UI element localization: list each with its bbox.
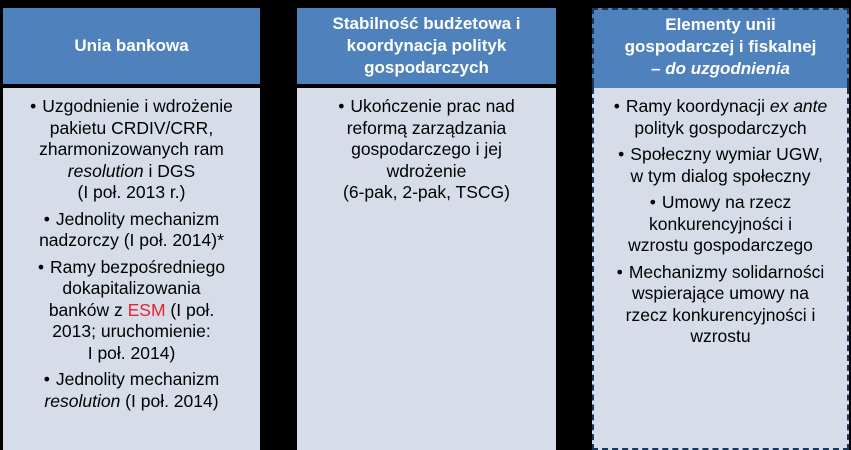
item-text: wdrożenie — [386, 160, 467, 181]
list-item — [13, 369, 250, 412]
bullet-icon: • — [616, 261, 623, 282]
column-header-line: Stabilność budżetowa i — [332, 14, 521, 33]
item-text: Społeczny wymiar UGW, — [630, 144, 823, 164]
item-text: rzecz konkurencyjności i — [625, 304, 816, 325]
column-header — [3, 8, 260, 84]
item-text: Uzgodnienie i wdrożenie — [42, 96, 233, 116]
item-text: polityk gospodarczych — [634, 117, 807, 138]
column-header-line: gospodarczych — [364, 58, 489, 77]
bullet-icon: • — [613, 96, 620, 116]
item-text: 2013; uruchomienie: — [52, 321, 211, 341]
item-text: Umowy na rzecz — [661, 192, 792, 212]
item-text: pakietu CRDIV/CRR, — [49, 117, 214, 138]
bullet-icon: • — [618, 144, 625, 164]
bullet-icon: • — [338, 96, 345, 116]
item-text: ex ante — [769, 96, 828, 116]
bullet-icon: • — [649, 192, 656, 212]
column-header-line: gospodarczej i fiskalnej — [624, 37, 817, 56]
list-item — [604, 192, 837, 257]
bullet-list — [307, 96, 546, 204]
column-header — [297, 8, 556, 84]
item-text: wzrostu — [690, 326, 751, 346]
item-text: Jednolity mechanizm — [55, 369, 220, 389]
item-text: I poł. 2014) — [87, 342, 176, 363]
item-text: wspierające umowy na — [631, 283, 810, 303]
item-text: (I poł. — [165, 299, 215, 320]
list-item — [13, 96, 250, 204]
column-body — [297, 88, 556, 450]
column-body — [592, 88, 849, 450]
item-text: Jednolity mechanizm — [55, 208, 220, 229]
item-text: konkurencyjności i — [649, 213, 792, 234]
item-text: dokapitalizowania — [62, 278, 201, 298]
item-text: Ukończenie prac nad — [350, 96, 515, 116]
item-text: reformą zarządzania — [346, 117, 507, 138]
item-text: zharmonizowanych ram — [39, 139, 224, 159]
item-text: banków z — [48, 299, 128, 320]
item-text: nadzorczy (I poł. 2014)* — [39, 230, 224, 250]
item-text: gospodarczego i jej — [351, 139, 502, 159]
item-text: (6-pak, 2-pak, TSCG) — [343, 182, 510, 202]
item-text: (I poł. 2013 r.) — [77, 182, 186, 202]
column-header-line: koordynacja polityk — [346, 36, 507, 55]
item-text: resolution — [67, 160, 144, 181]
column-banking-union — [3, 8, 260, 450]
item-text: wzrostu gospodarczego — [628, 235, 813, 255]
list-item — [604, 96, 837, 139]
item-text: Ramy bezpośredniego — [50, 256, 226, 277]
column-budget-stability — [297, 8, 556, 450]
bullet-icon: • — [43, 369, 50, 389]
bullet-list — [604, 96, 837, 348]
column-header — [592, 8, 849, 84]
bullet-icon: • — [30, 96, 37, 116]
column-header-line: Elementy unii — [665, 15, 776, 34]
item-text: Ramy koordynacji — [625, 96, 770, 116]
highlight-text: ESM — [127, 299, 166, 320]
column-header-note: – do uzgodnienia — [651, 59, 790, 78]
column-header-line: Unia bankowa — [74, 36, 189, 55]
column-body — [3, 88, 260, 450]
bullet-icon: • — [43, 208, 50, 229]
item-text: i DGS — [143, 160, 196, 181]
bullet-icon: • — [37, 256, 45, 277]
item-text: (I poł. 2014) — [120, 390, 219, 411]
item-text: resolution — [44, 390, 121, 411]
list-item — [307, 96, 546, 204]
list-item — [13, 257, 250, 365]
item-text: w tym dialog społeczny — [630, 165, 811, 186]
column-economic-fiscal-union — [592, 8, 849, 450]
list-item — [13, 209, 250, 252]
list-item — [604, 144, 837, 187]
list-item — [604, 262, 837, 348]
item-text: Mechanizmy solidarności — [628, 261, 825, 282]
bullet-list — [13, 96, 250, 412]
